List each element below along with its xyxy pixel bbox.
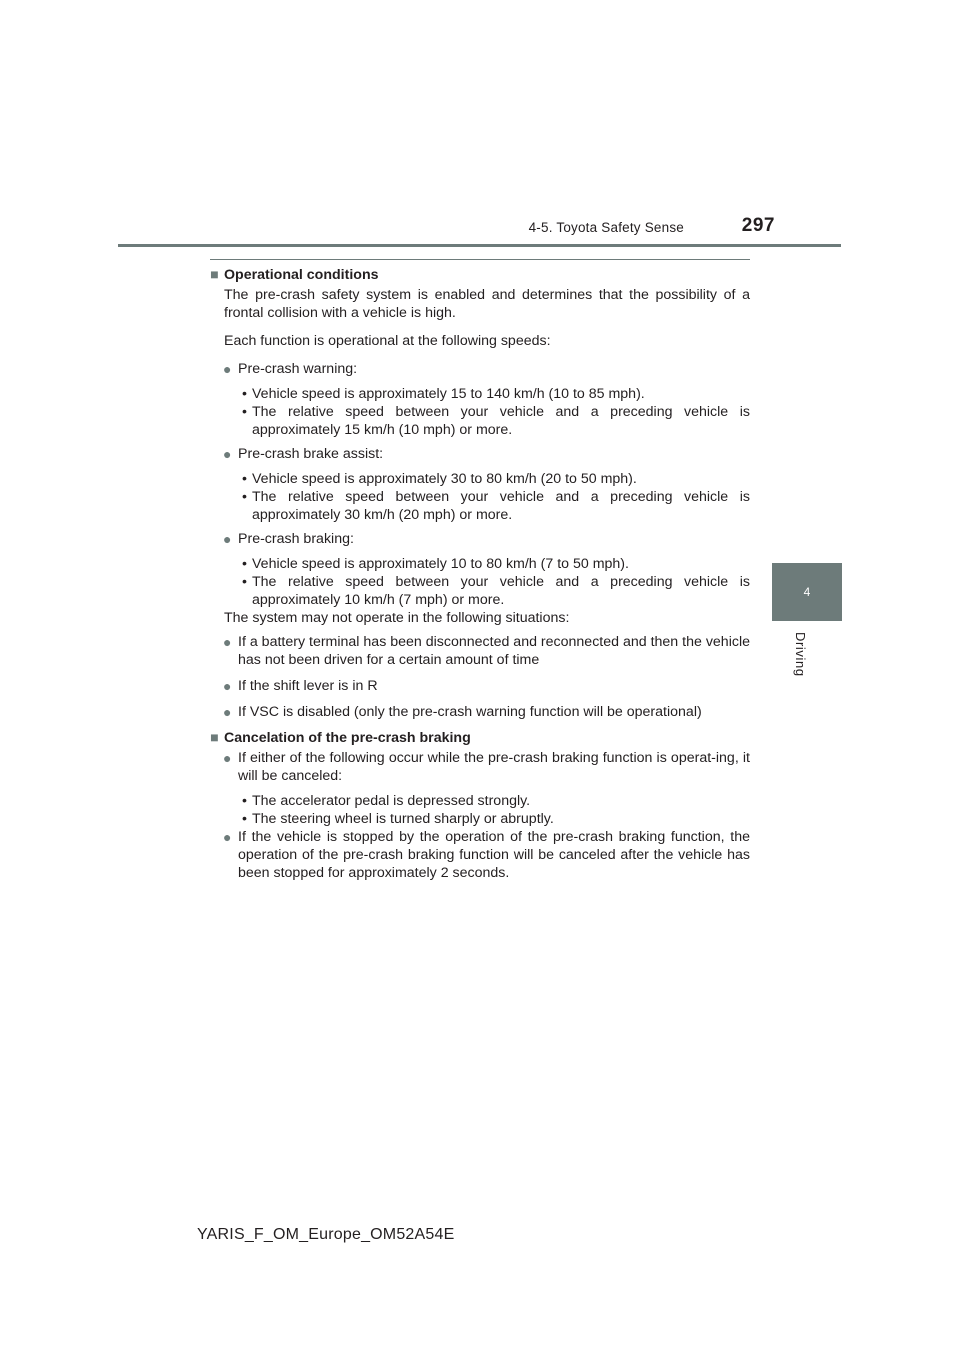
cancel-sublist	[210, 792, 750, 828]
list-item-pre-crash-braking: ● Pre-crash braking:	[223, 531, 354, 547]
dot-bullet: •	[242, 811, 247, 827]
page-content	[210, 266, 750, 884]
list-item: • The steering wheel is turned sharply or abruptly.	[242, 811, 554, 827]
section-heading-operational: ■ Operational conditions	[210, 267, 379, 283]
chapter-number: 4	[803, 585, 811, 599]
list-item: • The accelerator pedal is depressed strongly.	[242, 793, 531, 809]
chapter-title: Driving	[793, 632, 808, 677]
dot-bullet: •	[242, 404, 247, 420]
list-item-vsc: ● If VSC is disabled (only the pre-crash warning function will be operational)	[223, 704, 702, 720]
list-item: • Vehicle speed is approximately 30 to 80 km/h (20 to 50 mph).	[242, 471, 637, 487]
list-item-cancel-conditions: ● If either of the following occur while the pre-crash braking function is operat-ing, it will be canceled:	[223, 750, 750, 784]
list-item-pre-crash-brake-assist: ● Pre-crash brake assist:	[223, 446, 384, 462]
dot-bullet: •	[242, 574, 247, 590]
list-item-shift-lever: ● If the shift lever is in R	[223, 678, 378, 694]
intro-speeds: Each function is operational at the following speeds:	[224, 333, 551, 349]
chapter-tab	[772, 563, 842, 621]
dot-bullet: •	[242, 471, 247, 487]
circle-bullet-icon: ●	[223, 750, 232, 766]
circle-bullet-icon: ●	[223, 531, 232, 547]
dot-bullet: •	[242, 489, 247, 505]
not-operate-intro: The system may not operate in the following situations:	[224, 610, 570, 626]
list-item: • Vehicle speed is approximately 15 to 140 km/h (10 to 85 mph).	[242, 386, 645, 402]
dot-bullet: •	[242, 556, 247, 572]
dot-bullet: •	[242, 793, 247, 809]
warning-sublist	[210, 385, 750, 439]
header-divider	[118, 244, 841, 247]
circle-bullet-icon: ●	[223, 361, 232, 377]
list-item-pre-crash-warning: ● Pre-crash warning:	[223, 361, 358, 377]
footer-doc-code: YARIS_F_OM_Europe_OM52A54E	[197, 1226, 455, 1243]
header-section-title: 4-5. Toyota Safety Sense	[528, 220, 684, 235]
list-item: • Vehicle speed is approximately 10 to 80 km/h (7 to 50 mph).	[242, 556, 629, 572]
list-item-cancel-stopped: ● If the vehicle is stopped by the operation of the pre-crash braking function, the operation of the pre-crash braking function will be canceled after the vehicle has been stopped for approximately 2 seconds.	[223, 829, 750, 881]
square-bullet-icon: ■	[210, 267, 219, 283]
dot-bullet: •	[242, 386, 247, 402]
content-divider	[210, 259, 750, 260]
intro-paragraph: The pre-crash safety system is enabled and determines that the possibility of a frontal collision with a vehicle is high.	[224, 287, 750, 321]
square-bullet-icon: ■	[210, 730, 219, 746]
list-item: • The relative speed between your vehicle and a preceding vehicle is approximately 30 km/h (20 mph) or more.	[242, 489, 750, 523]
brake-assist-sublist	[210, 470, 750, 524]
circle-bullet-icon: ●	[223, 704, 232, 720]
section-heading-cancelation: ■ Cancelation of the pre-crash braking	[210, 730, 471, 746]
circle-bullet-icon: ●	[223, 634, 232, 650]
page-number: 297	[741, 215, 775, 236]
list-item-battery: ● If a battery terminal has been disconnected and reconnected and then the vehicle has not been driven for a certain amount of time	[223, 634, 750, 668]
braking-sublist	[210, 555, 750, 609]
circle-bullet-icon: ●	[223, 678, 232, 694]
circle-bullet-icon: ●	[223, 829, 232, 845]
circle-bullet-icon: ●	[223, 446, 232, 462]
list-item: • The relative speed between your vehicle and a preceding vehicle is approximately 10 km/h (7 mph) or more.	[242, 574, 750, 608]
list-item: • The relative speed between your vehicle and a preceding vehicle is approximately 15 km/h (10 mph) or more.	[242, 404, 750, 438]
